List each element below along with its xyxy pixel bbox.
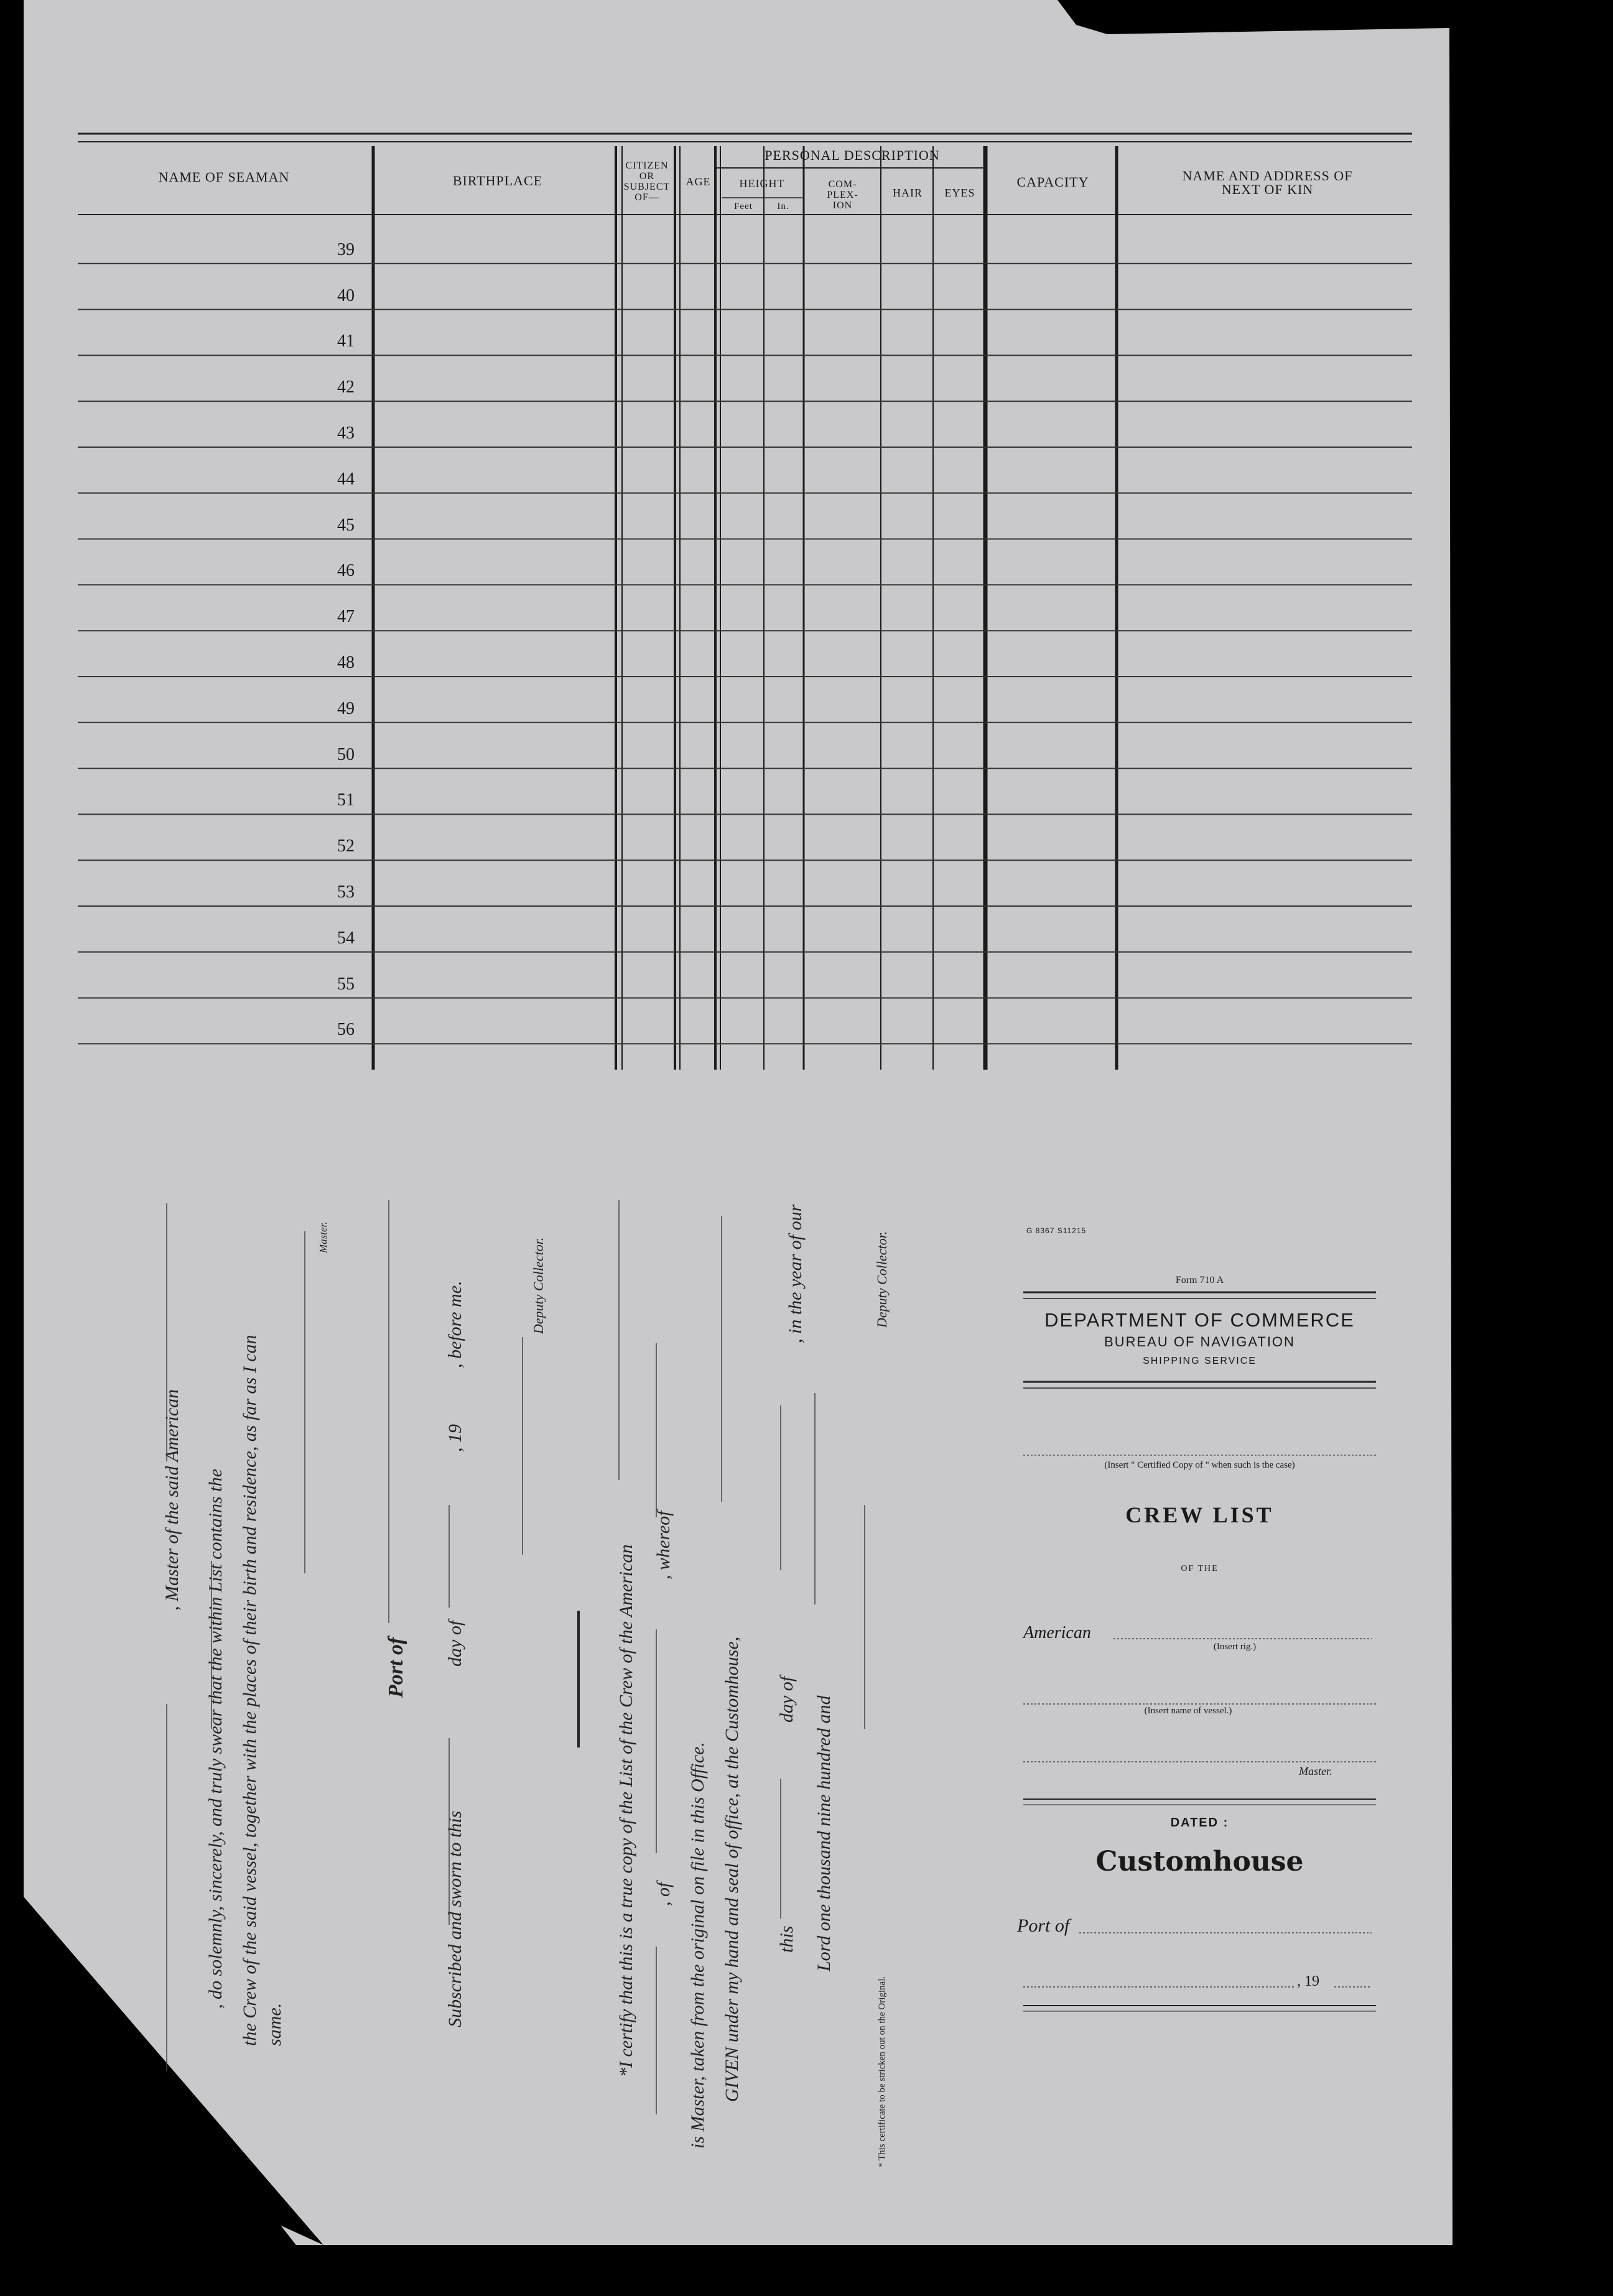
certificate-line-6: Lord one thousand nine hundred and	[814, 1695, 834, 1971]
insert-vessel-note: (Insert name of vessel.)	[1144, 1706, 1232, 1716]
of-the-label: OF THE	[1181, 1564, 1219, 1573]
form-number: Form 710 A	[1175, 1275, 1224, 1285]
bureau-title: BUREAU OF NAVIGATION	[1104, 1334, 1295, 1349]
crew-list-title: CREW LIST	[1125, 1502, 1274, 1527]
row-number: 54	[337, 928, 355, 948]
certificate-line-2b: , whereof	[653, 1511, 674, 1580]
service-title: SHIPPING SERVICE	[1143, 1356, 1257, 1366]
row-number: 56	[337, 1020, 355, 1040]
subscribed-sworn-a: Subscribed and sworn to this	[445, 1810, 465, 2027]
dated-label: DATED :	[1170, 1816, 1229, 1830]
header-eyes: EYES	[944, 187, 975, 199]
header-citizen-line: SUBJECT	[623, 182, 671, 192]
row-number: 39	[337, 239, 355, 259]
row-number: 48	[337, 653, 355, 672]
insert-rig-note: (Insert rig.)	[1213, 1642, 1257, 1652]
oath-line-1: , Master of the said American	[162, 1389, 182, 1611]
row-number: 45	[337, 515, 355, 535]
row-number: 50	[337, 744, 355, 764]
oath-line-3: the Crew of the said vessel, together with the places of their birth and residence, as far as I can	[239, 1335, 260, 2046]
header-citizen-line: OF—	[635, 192, 659, 203]
row-number: 49	[337, 698, 355, 718]
certificate-line-4a: GIVEN under my hand and seal of office, at the Customhouse,	[722, 1636, 742, 2102]
row-number: 40	[337, 285, 355, 305]
deputy-collector-label-2: Deputy Collector.	[874, 1231, 890, 1328]
row-number: 41	[337, 331, 355, 351]
row-number: 55	[337, 974, 355, 994]
header-complexion-line: PLEX-	[827, 190, 858, 200]
header-name-of-seaman: NAME OF SEAMAN	[158, 169, 290, 185]
certificate-line-3: is Master, taken from the original on file in this Office.	[687, 1742, 708, 2149]
cover-master-label: Master.	[1299, 1765, 1332, 1777]
certificate-line-4b: , in the year of our	[785, 1204, 806, 1343]
printer-code: G 8367 S11215	[1026, 1226, 1087, 1235]
header-age: AGE	[686, 175, 711, 188]
oath-line-2: , do solemnly, sincerely, and truly swear that the within List contains the	[205, 1468, 226, 2009]
row-number: 52	[337, 836, 355, 856]
header-height: HEIGHT	[739, 177, 785, 190]
cover-year-19: , 19	[1297, 1973, 1319, 1989]
certificate-footnote: * This certificate to be stricken out on the Original.	[877, 1976, 887, 2167]
oath-line-4: same.	[264, 2002, 285, 2046]
header-citizen-line: CITIZEN	[625, 160, 669, 171]
deputy-collector-label-1: Deputy Collector.	[531, 1237, 546, 1334]
row-number: 47	[337, 607, 355, 627]
oath-port-of: Port of	[384, 1637, 407, 1698]
department-title: DEPARTMENT OF COMMERCE	[1044, 1309, 1355, 1331]
header-personal-description: PERSONAL DESCRIPTION	[765, 147, 940, 163]
subscribed-sworn-d: , before me.	[445, 1280, 465, 1368]
row-number: 42	[337, 377, 355, 397]
header-next-of-kin-line: NAME AND ADDRESS OF	[1182, 168, 1353, 183]
row-number: 44	[337, 469, 355, 489]
certificate-line-1: *I certify that this is a true copy of the List of the Crew of the American	[616, 1544, 636, 2077]
header-feet: Feet	[734, 201, 753, 211]
row-number: 53	[337, 882, 355, 902]
subscribed-sworn-b: day of	[445, 1620, 465, 1667]
subscribed-sworn-c: , 19	[445, 1424, 465, 1452]
cover-port-of: Port of	[1017, 1915, 1070, 1936]
master-signature-label: Master.	[317, 1221, 329, 1253]
header-complexion-line: COM-	[828, 179, 857, 190]
row-number: 43	[337, 424, 355, 443]
customhouse-title: Customhouse	[1095, 1846, 1304, 1877]
header-birthplace: BIRTHPLACE	[452, 173, 543, 188]
insert-certified-note: (Insert " Certified Copy of " when such is the case)	[1104, 1460, 1295, 1470]
header-in: In.	[777, 201, 789, 211]
certificate-line-5b: day of	[776, 1676, 797, 1723]
header-capacity: CAPACITY	[1016, 174, 1089, 190]
header-complexion-line: ION	[832, 200, 853, 211]
row-number: 46	[337, 561, 355, 581]
header-citizen-line: OR	[639, 171, 655, 182]
certificate-line-2a: , of	[653, 1882, 674, 1906]
american-label: American	[1023, 1623, 1091, 1642]
header-hair: HAIR	[893, 187, 923, 199]
row-number: 51	[337, 790, 355, 810]
header-next-of-kin-line: NEXT OF KIN	[1221, 182, 1314, 197]
certificate-line-5a: this	[776, 1925, 797, 1953]
